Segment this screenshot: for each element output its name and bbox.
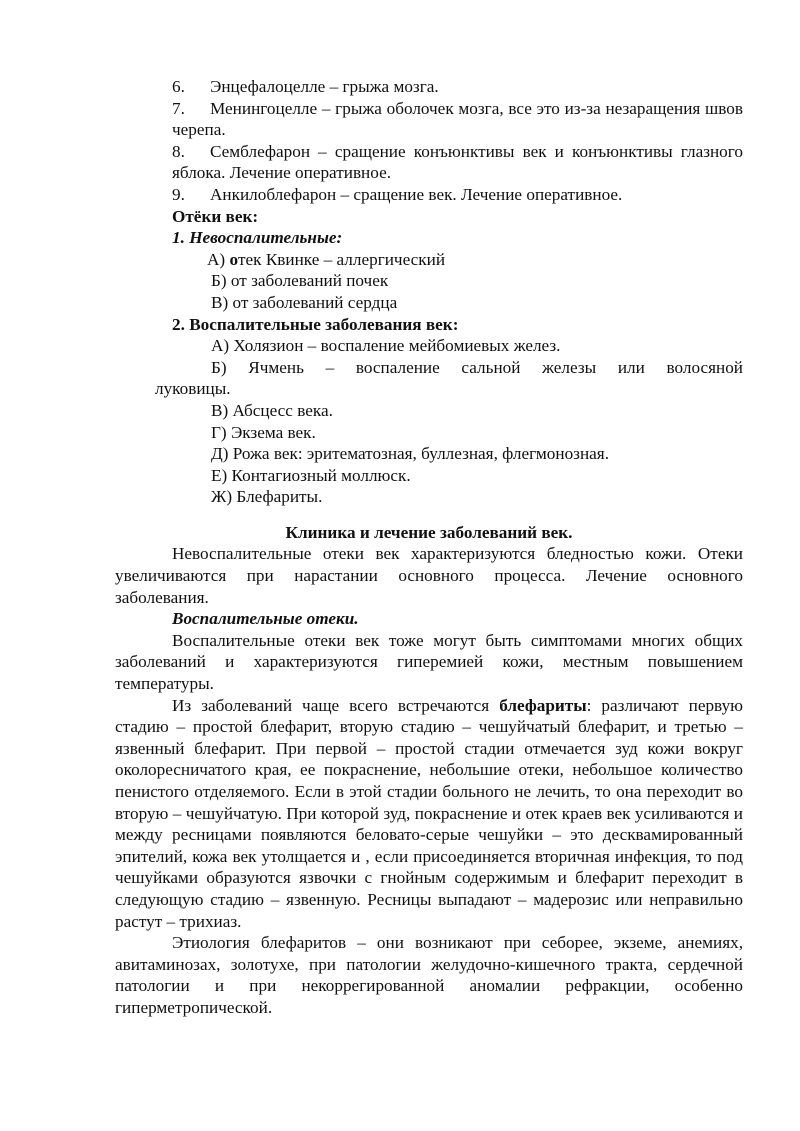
inflammatory-item-e: Е) Контагиозный моллюск. xyxy=(211,465,411,485)
inflammatory-item-a: А) Холязион – воспаление мейбомиевых желез. xyxy=(211,336,561,356)
item-text: Энцефалоцелле – грыжа мозга. xyxy=(210,77,439,96)
item-text: Анкилоблефарон – сращение век. Лечение оперативное. xyxy=(210,184,623,204)
inflammatory-item-b-continued: луковицы. xyxy=(155,379,231,399)
inflammatory-item-v: В) Абсцесс века. xyxy=(211,400,333,420)
paragraph-etiology: Этиология блефаритов – они возникают при себорее, экземе, анемиях, авитаминозах, золотухе, при патологии желудочно-кишечного тракта, сердечной патологии и при некоррегированной аномалии рефракции, особенно гиперметропической. xyxy=(115,933,743,1017)
numbered-item xyxy=(115,76,743,98)
edema-heading: Отёки век: xyxy=(172,206,259,226)
paragraph-inflammatory: Воспалительные отеки век тоже могут быть симптомами многих общих заболеваний и характеризуются гиперемией кожи, местным повышением температуры. xyxy=(115,630,743,694)
inflammatory-item-g: Г) Экзема век. xyxy=(211,422,316,442)
item-text: Семблефарон – сращение конъюнктивы век и конъюнктивы глазного яблока. Лечение оперативное. xyxy=(172,141,743,183)
item-number: 6. xyxy=(172,77,185,96)
section-title: Клиника и лечение заболеваний век. xyxy=(285,522,573,542)
numbered-item xyxy=(115,141,743,184)
item-number: 8. xyxy=(172,141,185,161)
item-number: 9. xyxy=(172,184,185,204)
inflammatory-item-d: Д) Рожа век: эритематозная, буллезная, флегмонозная. xyxy=(211,444,610,464)
numbered-item xyxy=(115,184,743,206)
inflammatory-heading: 2. Воспалительные заболевания век: xyxy=(172,314,459,334)
noninflammatory-item-a: А) отек Квинке – аллергический xyxy=(207,249,446,269)
noninflammatory-item-b: Б) от заболеваний почек xyxy=(211,271,389,291)
inflammatory-edema-heading: Воспалительные отеки. xyxy=(172,609,359,629)
inflammatory-item-zh: Ж) Блефариты. xyxy=(211,487,323,507)
numbered-item xyxy=(115,98,743,141)
item-text: Менингоцелле – грыжа оболочек мозга, все это из-за незаращения швов черепа. xyxy=(172,98,743,140)
noninflammatory-heading: 1. Невоспалительные: xyxy=(172,228,343,248)
page-content xyxy=(115,76,743,1019)
paragraph-noninflammatory: Невоспалительные отеки век характеризуются бледностью кожи. Отеки увеличиваются при нарастании основного процесса. Лечение основного заболевания. xyxy=(115,544,743,607)
noninflammatory-item-v: В) от заболеваний сердца xyxy=(211,292,398,312)
paragraph-blepharitis: Из заболеваний чаще всего встречаются блефариты: различают первую стадию – простой блефарит, вторую стадию – чешуйчатый блефарит, и третью – язвенный блефарит. При первой – простой стадии отмечается зуд кожи вокруг околоресничатого края, ее покраснение, небольшие отеки, небольшое количество пенистого отделяемого. Если в этой стадии больного не лечить, то она переходит во вторую – чешуйчатую. При которой зуд, покраснение и отек краев век усиливаются и между ресницами появляются беловато-серые чешуйки – это десквамированный эпителий, кожа век утолщается и , если присоединяется вторичная инфекция, то под чешуйками образуются язвочки с гнойным содержимым и блефарит переходит в следующую стадию – язвенную. Ресницы выпадают – мадерозис или неправильно растут – трихиаз. xyxy=(115,695,743,931)
item-number: 7. xyxy=(172,98,185,118)
inflammatory-item-b: Б) Ячмень – воспаление сальной железы или волосяной xyxy=(211,357,743,377)
